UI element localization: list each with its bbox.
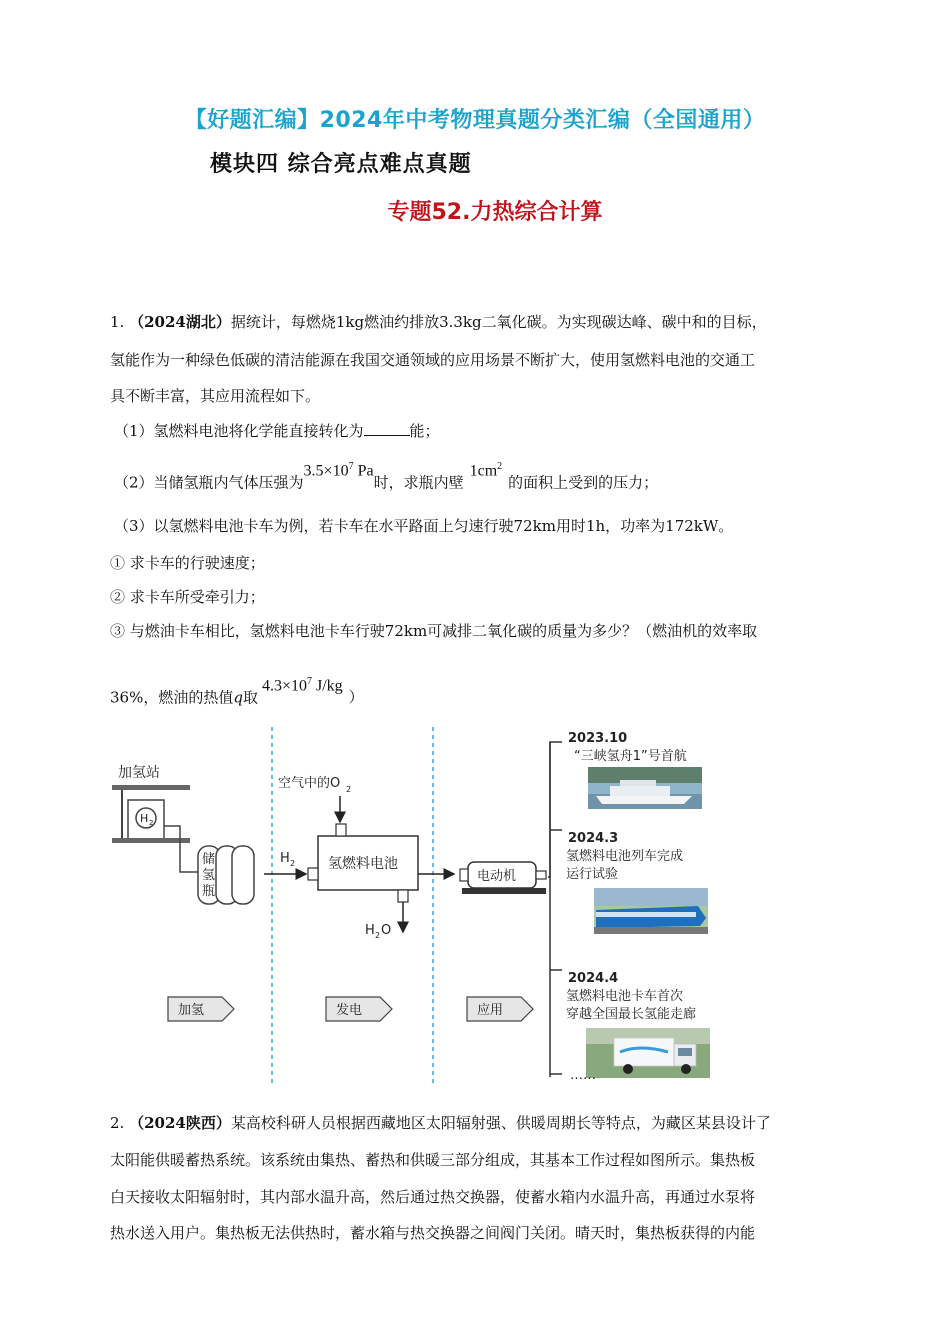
heat-unit: J/kg: [312, 677, 343, 695]
heat-value-symbol: q: [233, 688, 243, 707]
q1-part1-end: 能；: [409, 422, 440, 440]
app3-text1: 氢燃料电池卡车首次: [566, 989, 684, 1004]
app2-text2: 运行试验: [566, 867, 619, 882]
ship-photo: [588, 767, 702, 809]
area-base: 1cm: [469, 462, 498, 480]
area-value: [470, 457, 503, 481]
stage2-label: 发电: [336, 1003, 363, 1018]
q1-sub3: ③ 与燃油卡车相比，氢燃料电池卡车行驶72km可减排二氧化碳的质量为多少？（燃油机的效率取: [110, 622, 758, 640]
hydrogen-bottles-icon: [198, 846, 254, 904]
q1-sub3-end: ）: [348, 688, 364, 707]
pressure-exp: 7: [348, 461, 354, 472]
q1-part2-mid: 时，求瓶内壁: [373, 473, 464, 492]
motor-label: 电动机: [477, 869, 517, 884]
heat-value: [262, 672, 343, 696]
q1-text: 据统计，每燃烧1kg燃油约排放3.3kg二氧化碳。为实现碳达峰、碳中和的目标，: [230, 313, 767, 331]
station-h2-sub: 2: [149, 819, 154, 827]
app1-date: 2023.10: [568, 731, 628, 746]
stage-tag-apply: [467, 997, 533, 1021]
air-sub: 2: [346, 785, 352, 794]
q1-sub3-text: 36%，燃油的热值: [110, 688, 234, 707]
motor-icon: [460, 862, 546, 894]
q1-sub3-cont: [110, 676, 364, 708]
h2o-o: O: [381, 923, 392, 938]
h2o-h: H: [365, 923, 375, 938]
q2-text: 某高校科研人员根据西藏地区太阳辐射强、供暖周期长等特点，为藏区某县设计了: [230, 1114, 771, 1132]
q1-line3: 具不断丰富，其应用流程如下。: [110, 387, 321, 405]
q2-source: （2024陕西）: [129, 1114, 231, 1132]
q1-sub3-take: 取: [242, 688, 258, 707]
q1-part2-text: （2）当储氢瓶内气体压强为: [114, 473, 304, 492]
topic-title: 专题52.力热综合计算: [387, 200, 603, 225]
hydrogen-flow-diagram: [100, 722, 740, 1088]
q1-number: 1.: [110, 313, 125, 331]
heat-base: 4.3×10: [261, 677, 307, 695]
station-h2-label: H: [140, 812, 149, 825]
stage-tag-refuel: [168, 997, 234, 1021]
q1-part1-text: （1）氢燃料电池将化学能直接转化为: [114, 422, 364, 440]
q1-line2: 氢能作为一种绿色低碳的清洁能源在我国交通领域的应用场景不断扩大，使用氢燃料电池的交通工: [110, 351, 756, 369]
station-label: 加氢站: [118, 765, 160, 781]
pressure-unit: Pa: [353, 462, 374, 480]
q1-part2-end: 的面积上受到的压力；: [508, 473, 659, 492]
hydrogen-station-icon: [112, 785, 204, 872]
stage-tag-generate: [326, 997, 392, 1021]
q1-source: （2024湖北）: [129, 313, 231, 331]
app1-text: “三峡氢舟1”号首航: [574, 749, 687, 764]
document-title: 【好题汇编】2024年中考物理真题分类汇编（全国通用）: [184, 108, 766, 133]
stage1-label: 加氢: [178, 1003, 205, 1018]
app3-date: 2024.4: [568, 971, 619, 986]
q1-sub1: ① 求卡车的行驶速度；: [110, 554, 265, 572]
q1-part3: （3）以氢燃料电池卡车为例，若卡车在水平路面上匀速行驶72km用时1h，功率为172kW。: [114, 517, 734, 535]
q1-part1: [114, 421, 440, 441]
q1-part2: [114, 461, 659, 493]
q1-sub2: ② 求卡车所受牵引力；: [110, 588, 265, 606]
etc-label: ……: [570, 1068, 596, 1083]
q2-line2: 太阳能供暖蓄热系统。该系统由集热、蓄热和供暖三部分组成，其基本工作过程如图所示。集热板: [110, 1151, 756, 1169]
h2o-sub: 2: [375, 931, 381, 940]
q2-line3: 白天接收太阳辐射时，其内部水温升高，然后通过热交换器，使蓄水箱内水温升高，再通过水泵将: [110, 1188, 756, 1206]
air-label: 空气中的O: [278, 776, 341, 791]
stage3-label: 应用: [477, 1003, 504, 1018]
bottle-char-1: 储: [202, 852, 216, 867]
h2-arrow-sub: 2: [290, 859, 296, 868]
fuel-cell-label: 氢燃料电池: [328, 856, 398, 872]
answer-blank: [364, 421, 410, 436]
q2-line4: 热水送入用户。集热板无法供热时，蓄水箱与热交换器之间阀门关闭。晴天时，集热板获得的内能: [110, 1224, 756, 1242]
truck-photo: [586, 1028, 710, 1078]
bottle-char-3: 瓶: [202, 884, 216, 899]
q1-line1: [110, 312, 767, 332]
h2-arrow-label: H: [280, 851, 290, 866]
pressure-value: [304, 457, 374, 481]
q2-number: 2.: [110, 1114, 125, 1132]
heat-exp: 7: [307, 676, 312, 687]
app2-text1: 氢燃料电池列车完成: [566, 849, 684, 864]
pressure-base: 3.5×10: [303, 462, 349, 480]
area-exp: 2: [497, 461, 503, 472]
app3-text2: 穿越全国最长氢能走廊: [566, 1007, 697, 1022]
bottle-char-2: 氢: [202, 868, 216, 883]
module-title: 模块四 综合亮点难点真题: [210, 152, 472, 177]
q2-line1: [110, 1113, 771, 1133]
app2-date: 2024.3: [568, 831, 619, 846]
train-photo: [594, 888, 708, 934]
